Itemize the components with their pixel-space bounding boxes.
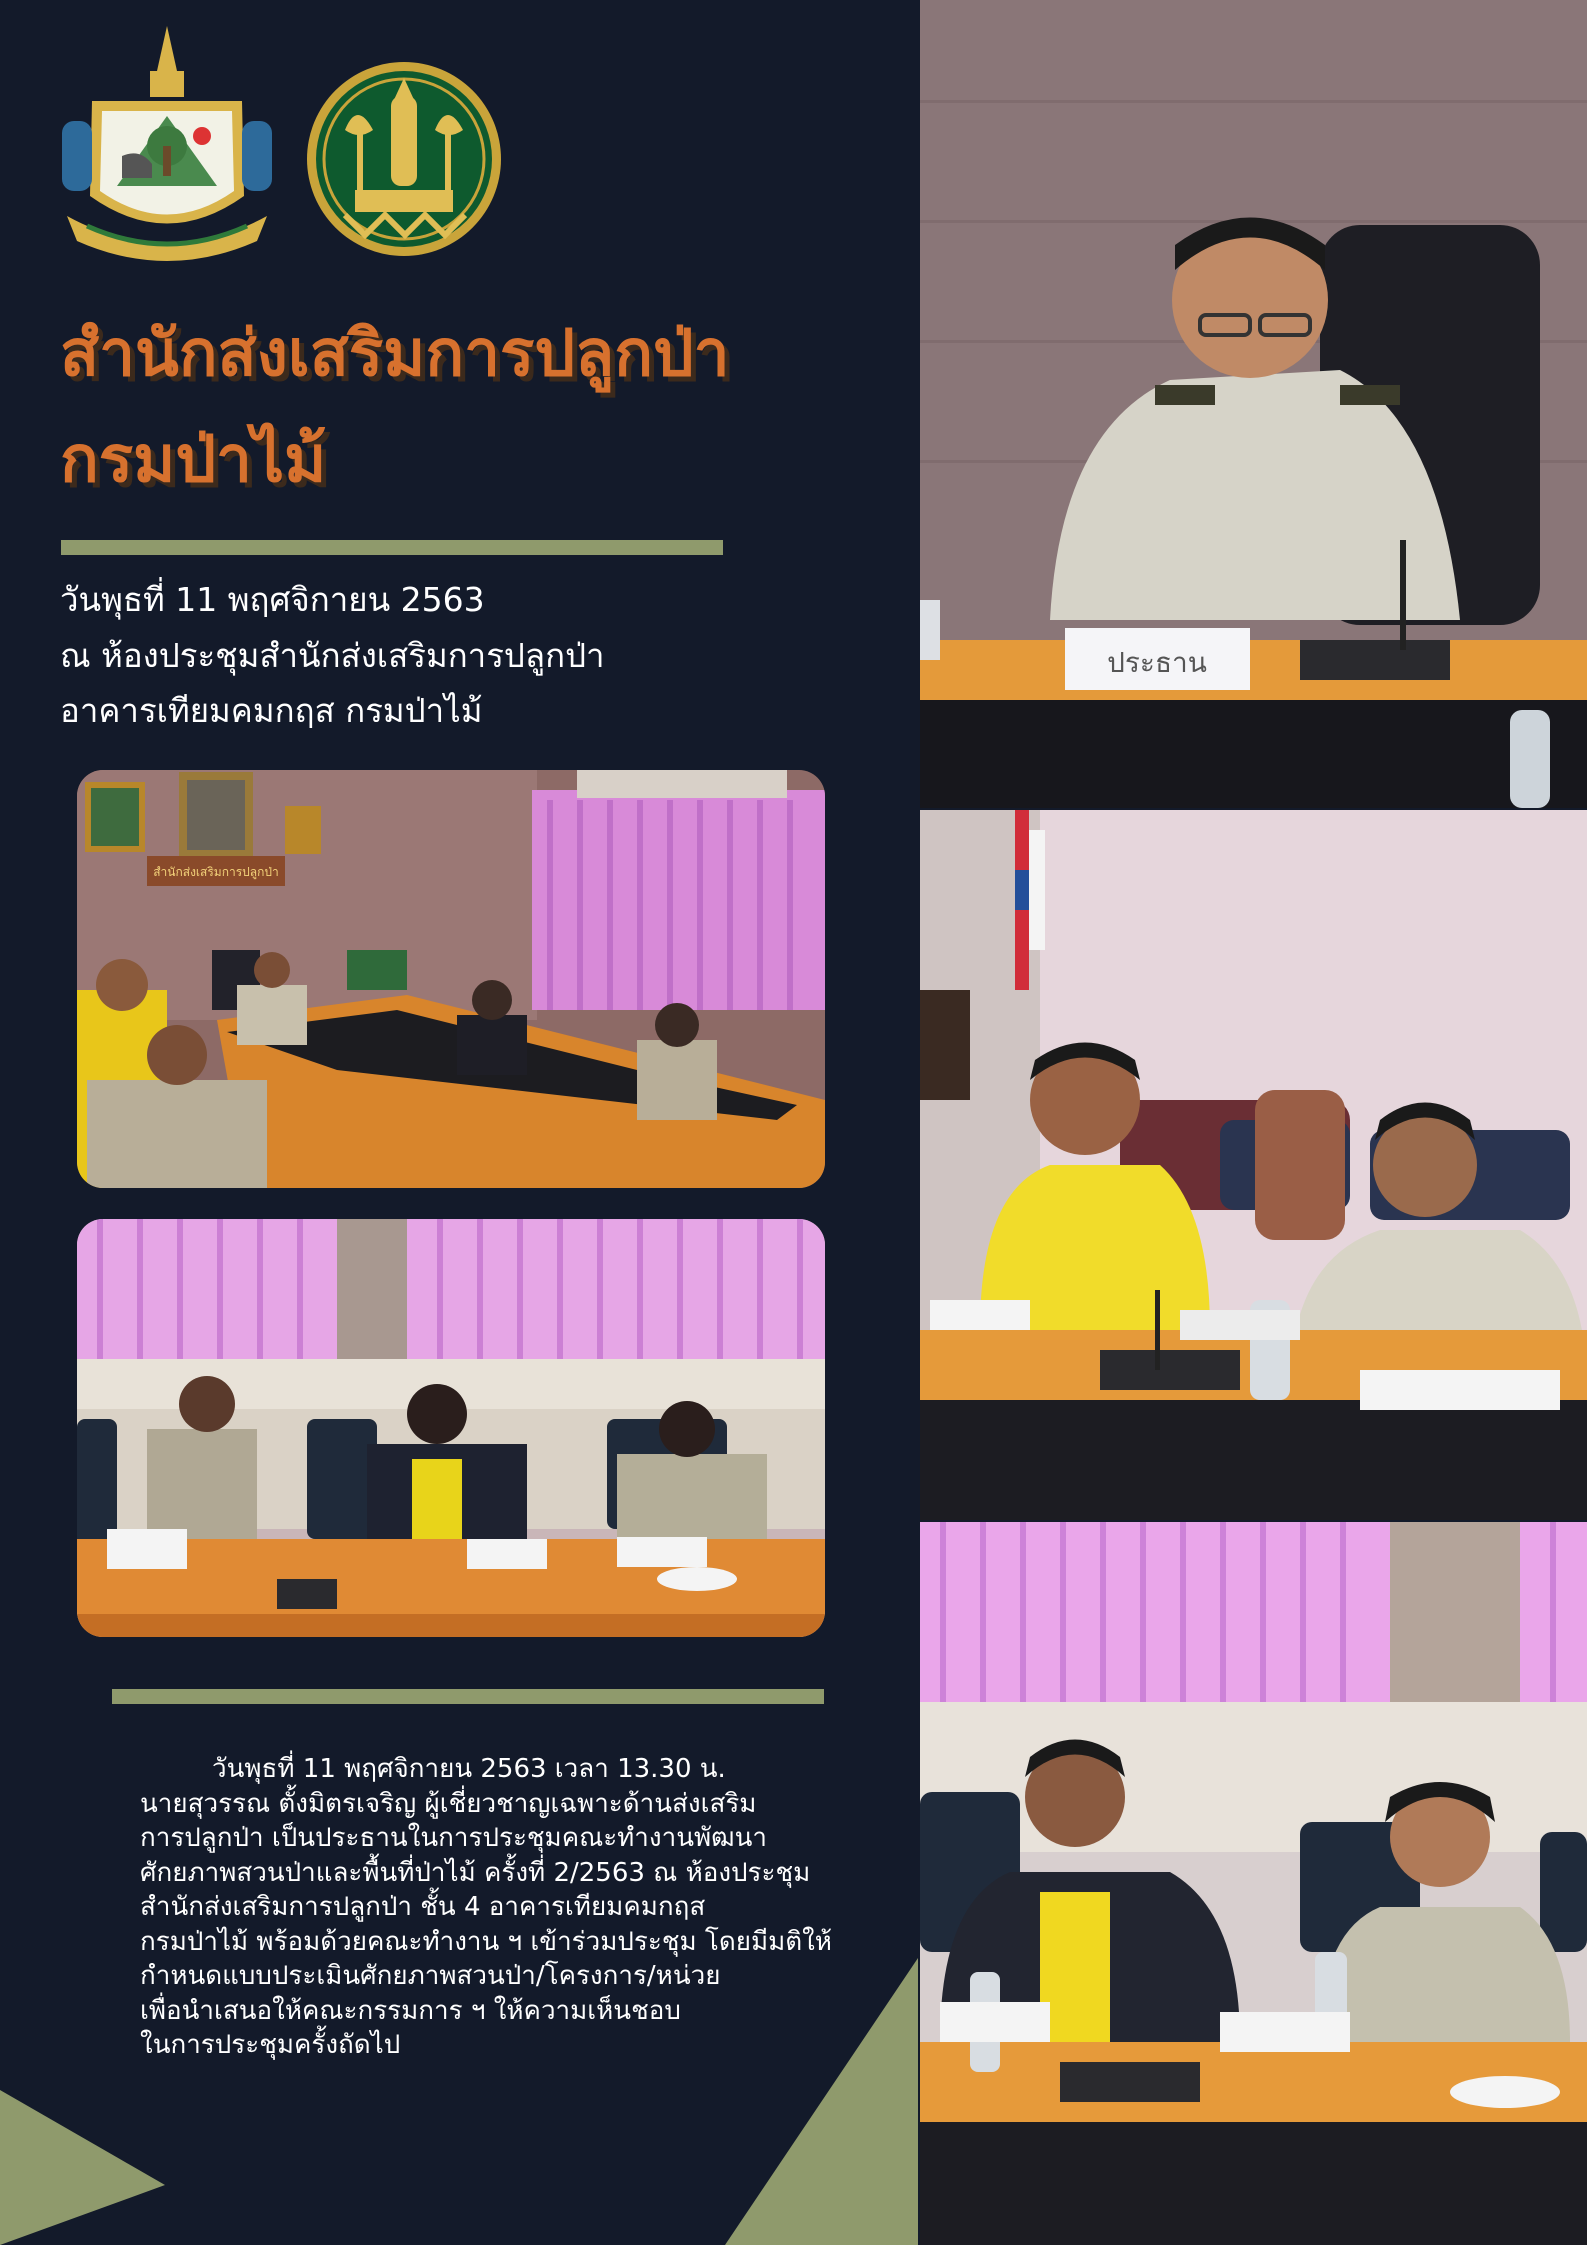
chairman-photo — [920, 0, 1587, 808]
description-line: กำหนดแบบประเมินศักยภาพสวนป่า/โครงการ/หน่วย — [140, 1961, 721, 1991]
description-line: เพื่อนำเสนอให้คณะกรรมการ ฯ ให้ความเห็นชอบ — [140, 1995, 681, 2026]
divider-top — [61, 540, 723, 555]
description-line: วันพุธที่ 11 พฤศจิกายน 2563 เวลา 13.30 น. — [212, 1754, 726, 1784]
attendees-yellow-uniform-photo — [920, 810, 1587, 1520]
page-title-line-1: สำนักส่งเสริมการปลูกป่า — [60, 317, 730, 391]
description-line: ศักยภาพสวนป่าและพื้นที่ป่าไม้ ครั้งที่ 2/2563 ณ ห้องประชุม — [140, 1857, 811, 1888]
event-venue: ณ ห้องประชุมสำนักส่งเสริมการปลูกป่า — [60, 636, 605, 675]
forest-department-seal-logo — [305, 60, 503, 258]
description-line: สำนักส่งเสริมการปลูกป่า ชั้น 4 อาคารเทียมคมกฤส — [140, 1892, 706, 1922]
event-date: วันพุธที่ 11 พฤศจิกายน 2563 — [60, 580, 485, 619]
nameplate-text: ประธาน — [1107, 646, 1207, 679]
decorative-triangle-left — [0, 2090, 165, 2245]
page-title-line-2: กรมป่าไม้ — [60, 423, 327, 497]
right-photo-column — [920, 0, 1587, 2245]
description-line: ในการประชุมครั้งถัดไป — [140, 2030, 401, 2060]
ministry-emblem-logo — [62, 26, 272, 270]
description-line: การปลูกป่า เป็นประธานในการประชุมคณะทำงานพัฒนา — [140, 1823, 767, 1853]
description-line: กรมป่าไม้ พร้อมด้วยคณะทำงาน ฯ เข้าร่วมประชุม โดยมีมติให้ — [140, 1926, 832, 1957]
attendees-table-photo — [920, 1522, 1587, 2245]
room-sign-text: สำนักส่งเสริมการปลูกป่า — [153, 865, 279, 879]
divider-bottom — [112, 1689, 824, 1704]
decorative-triangle-right — [725, 1958, 918, 2245]
description-line: นายสุวรรณ ตั้งมิตรเจริญ ผู้เชี่ยวชาญเฉพาะด้านส่งเสริม — [140, 1788, 757, 1819]
event-building: อาคารเทียมคมกฤส กรมป่าไม้ — [60, 691, 483, 730]
meeting-room-overview-photo — [77, 770, 825, 1188]
meeting-attendees-photo — [77, 1219, 825, 1637]
